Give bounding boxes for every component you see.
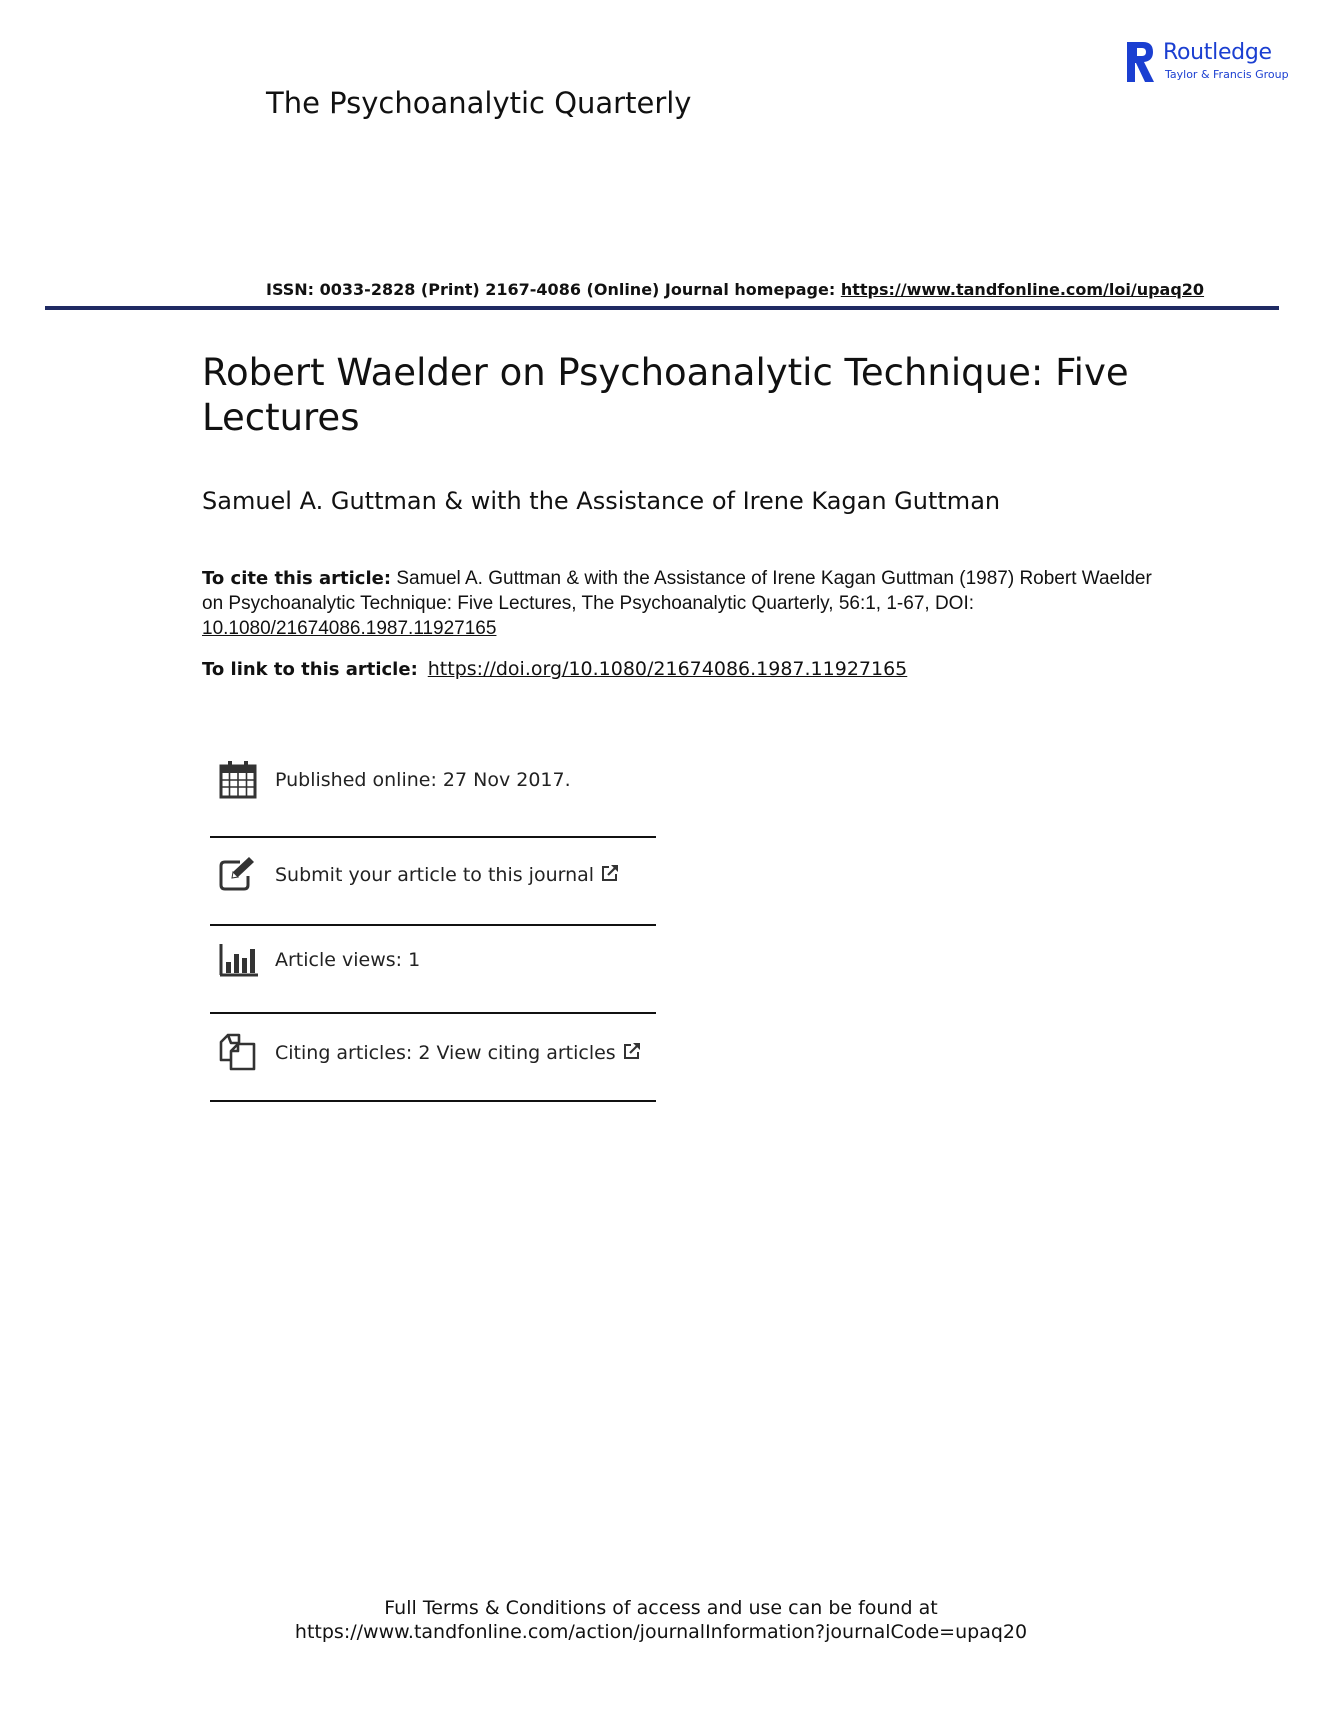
external-link-icon[interactable] <box>600 863 620 883</box>
issn-text: ISSN: 0033-2828 (Print) 2167-4086 (Online) Journal homepage: <box>266 280 841 299</box>
citation-label: To cite this article: <box>202 568 392 589</box>
submit-article-label[interactable]: Submit your article to this journal <box>275 864 595 886</box>
article-link-block <box>202 658 907 680</box>
publisher-name: Routledge <box>1163 40 1272 65</box>
article-link-label: To link to this article: <box>202 659 418 680</box>
submit-article-row[interactable] <box>210 846 656 906</box>
footer-terms <box>0 1596 1322 1644</box>
article-authors: Samuel A. Guttman & with the Assistance of Irene Kagan Guttman <box>202 487 1001 515</box>
journal-title: The Psychoanalytic Quarterly <box>266 86 692 120</box>
header-divider <box>45 306 1279 310</box>
footer-line-1: Full Terms & Conditions of access and use can be found at <box>384 1597 938 1619</box>
citation-block <box>202 566 1162 641</box>
citing-articles-text <box>275 1041 642 1064</box>
info-divider <box>210 836 656 838</box>
edit-icon <box>218 854 258 894</box>
article-views-text: Article views: 1 <box>275 949 421 971</box>
publisher-group: Taylor & Francis Group <box>1165 68 1289 81</box>
info-divider <box>210 1012 656 1014</box>
published-online-row <box>210 752 656 812</box>
issn-line <box>266 280 1204 299</box>
citing-articles-label[interactable]: Citing articles: 2 View citing articles <box>275 1042 616 1064</box>
publisher-logo <box>1125 38 1289 88</box>
submit-article-text <box>275 863 620 886</box>
citation-doi-link[interactable]: 10.1080/21674086.1987.11927165 <box>202 618 497 639</box>
article-doi-link[interactable]: https://doi.org/10.1080/21674086.1987.11927165 <box>427 658 908 680</box>
published-online-text: Published online: 27 Nov 2017. <box>275 769 571 791</box>
citation-text: Samuel A. Guttman & with the Assistance of Irene Kagan Guttman (1987) Robert Waelder on Psychoanalytic Technique: Five Lectures, The Psychoanalytic Quarterly, 56:1, 1-67, DOI: <box>202 568 1152 614</box>
article-title: Robert Waelder on Psychoanalytic Technique: Five Lectures <box>202 351 1129 439</box>
info-divider <box>210 924 656 926</box>
journal-homepage-link[interactable]: https://www.tandfonline.com/loi/upaq20 <box>840 280 1205 299</box>
routledge-logo-icon <box>1125 40 1155 84</box>
bar-chart-icon <box>218 940 258 980</box>
info-divider <box>210 1100 656 1102</box>
external-link-icon[interactable] <box>622 1041 642 1061</box>
calendar-icon <box>218 760 258 800</box>
documents-icon <box>218 1032 258 1072</box>
footer-terms-link[interactable]: https://www.tandfonline.com/action/journalInformation?journalCode=upaq20 <box>294 1621 1028 1643</box>
citing-articles-row[interactable] <box>210 1024 656 1084</box>
article-views-row <box>210 932 656 992</box>
